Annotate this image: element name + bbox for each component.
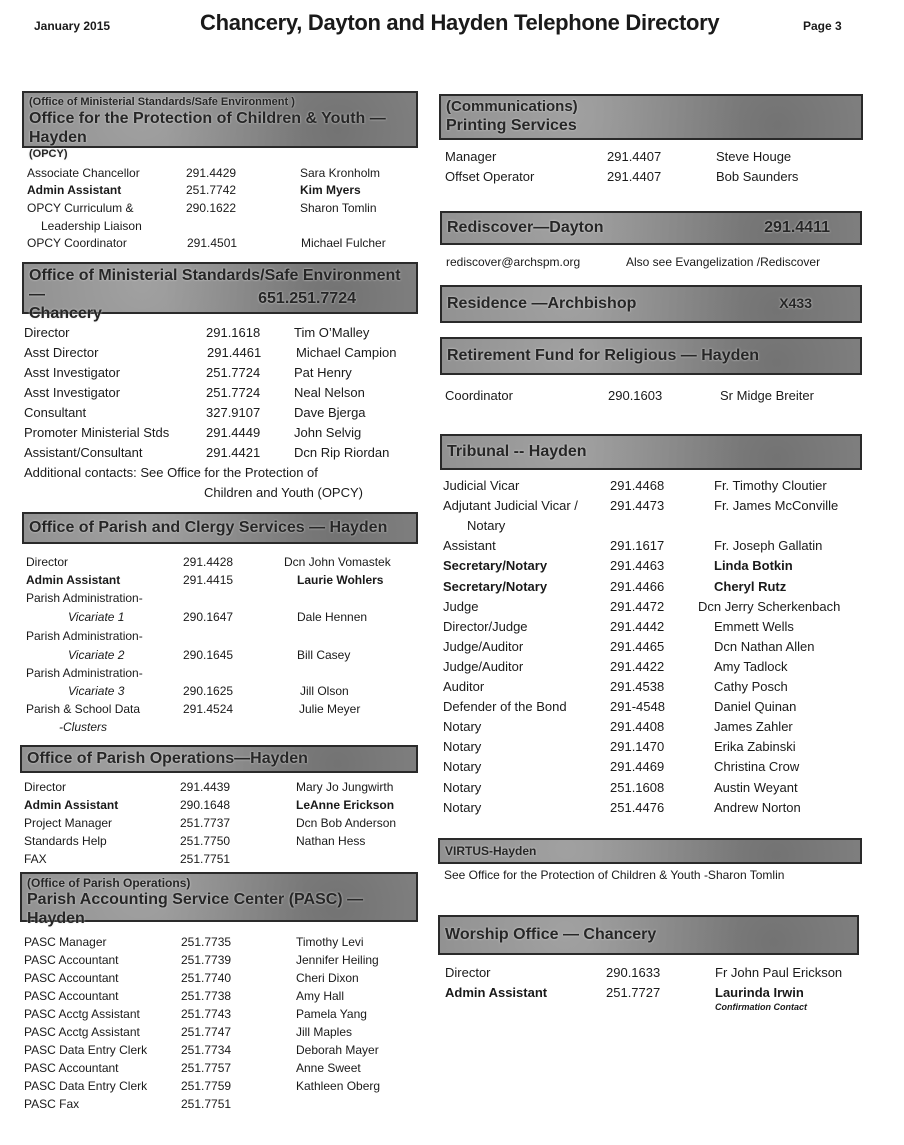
section-header-retirement <box>440 337 862 375</box>
section-subtitle: (OPCY) <box>29 148 68 160</box>
section-header-virtus <box>438 838 862 864</box>
section-header-tribunal <box>440 434 862 470</box>
section-title: Office of Parish and Clergy Services — Hayden <box>29 519 388 536</box>
section-phone: 651.251.7724 <box>258 290 356 307</box>
section-phone: 291.4411 <box>764 219 830 236</box>
section-header-printing <box>439 94 863 140</box>
section-subtitle: (Office of Ministerial Standards/Safe Environment ) <box>29 96 295 108</box>
section-header-opcy <box>22 91 418 160</box>
section-title: Worship Office — Chancery <box>445 926 657 943</box>
section-header-parish-clergy <box>22 512 418 544</box>
header-date: January 2015 <box>34 19 111 33</box>
additional-contacts-note: Additional contacts: See Office for the Protection of <box>24 465 318 480</box>
section-title: VIRTUS-Hayden <box>445 844 537 858</box>
section-title: Parish Accounting Service Center (PASC) — Hayden <box>27 891 364 927</box>
section-title: Chancery <box>29 305 102 322</box>
section-title: Residence —Archbishop <box>447 295 637 312</box>
virtus-note: See Office for the Protection of Children & Youth -Sharon Tomlin <box>444 868 785 882</box>
page-title: Chancery, Dayton and Hayden Telephone Directory <box>200 10 720 35</box>
section-title: Office of Parish Operations—Hayden <box>27 750 308 767</box>
section-phone: X433 <box>779 295 812 311</box>
additional-contacts-note: Children and Youth (OPCY) <box>204 485 363 500</box>
page-number: Page 3 <box>803 19 842 33</box>
section-title: Tribunal -- Hayden <box>447 443 587 460</box>
section-title: Printing Services <box>446 117 577 134</box>
section-title: Rediscover—Dayton <box>447 219 604 236</box>
section-header-residence <box>440 285 862 323</box>
section-header-pasc <box>20 872 418 927</box>
confirmation-contact-note: Confirmation Contact <box>715 1002 807 1012</box>
section-header-rediscover <box>440 211 862 245</box>
section-subtitle: (Communications) <box>446 98 578 115</box>
section-subtitle: (Office of Parish Operations) <box>27 876 191 890</box>
section-header-worship <box>438 915 859 955</box>
section-title: Retirement Fund for Religious — Hayden <box>447 347 760 364</box>
section-header-ministerial-standards <box>22 262 418 322</box>
section-header-parish-operations <box>20 745 418 773</box>
section-title: Office for the Protection of Children & Youth —Hayden <box>29 110 386 146</box>
section-title: Office of Ministerial Standards/Safe Environment — <box>29 267 401 303</box>
rediscover-note: Also see Evangelization /Rediscover <box>626 255 821 269</box>
rediscover-email[interactable]: rediscover@archspm.org <box>446 255 581 269</box>
